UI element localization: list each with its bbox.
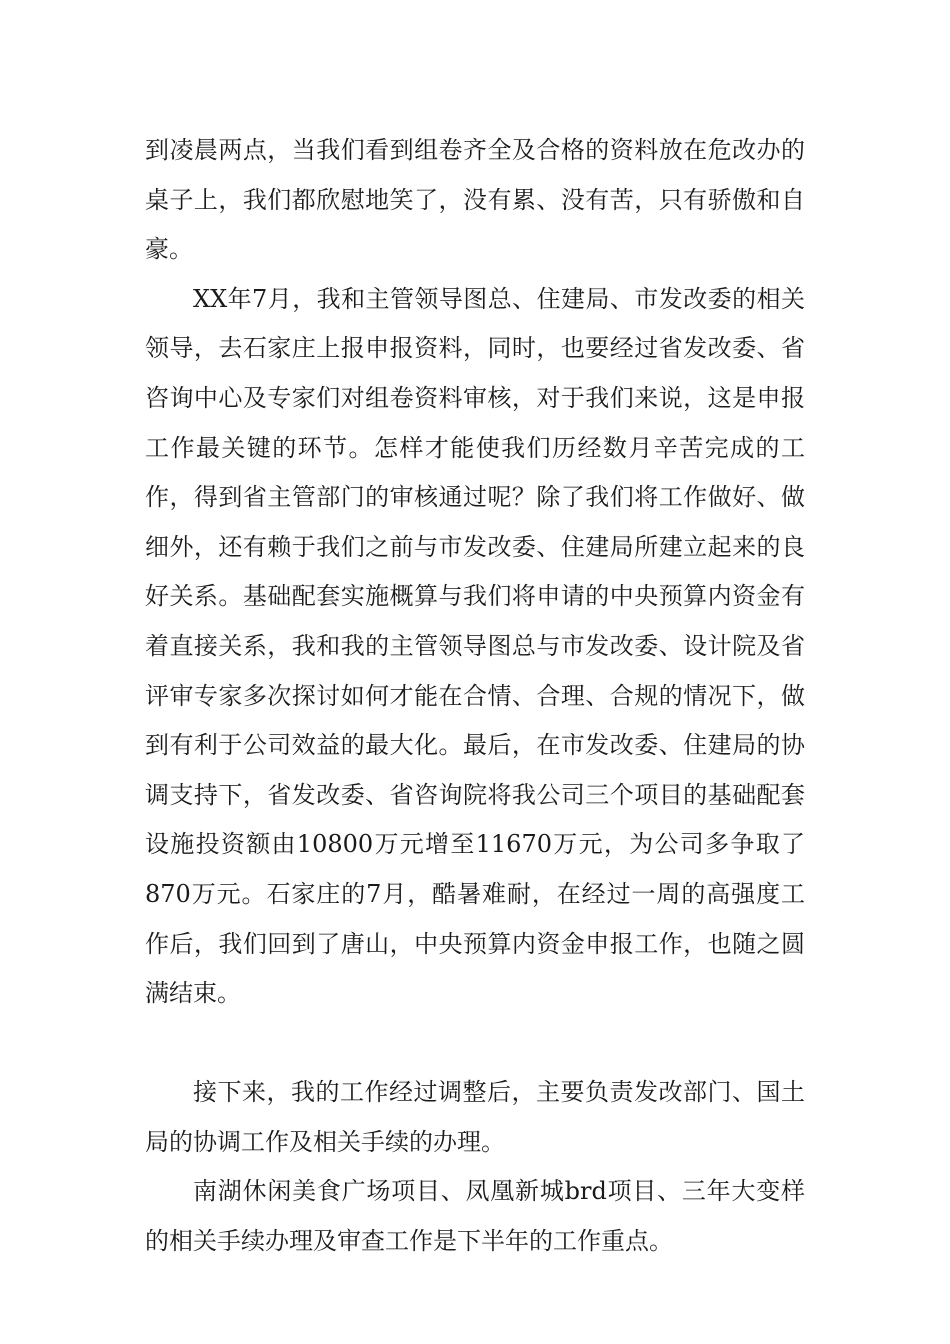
document-body [145,126,805,1267]
paragraph-spacer [145,1019,805,1069]
paragraph-4: 南湖休闲美食广场项目、凤凰新城brd项目、三年大变样的相关手续办理及审查工作是下半年的工作重点。 [145,1177,805,1256]
paragraph-2: XX年7月，我和主管领导图总、住建局、市发改委的相关领导，去石家庄上报申报资料，同时，也要经过省发改委、省咨询中心及专家们对组卷资料审核，对于我们来说，这是申报工作最关键的环节。怎样才能使我们历经数月辛苦完成的工作，得到省主管部门的审核通过呢？除了我们将工作做好、做细外，还有赖于我们之前与市发改委、住建局所建立起来的良好关系。基础配套实施概算与我们将申请的中央预算内资金有着直接关系，我和我的主管领导图总与市发改委、设计院及省评审专家多次探讨如何才能在合情、合理、合规的情况下，做到有利于公司效益的最大化。最后，在市发改委、住建局的协调支持下，省发改委、省咨询院将我公司三个项目的基础配套设施投资额由10800万元增至11670万元，为公司多争取了870万元。石家庄的7月，酷暑难耐，在经过一周的高强度工作后，我们回到了唐山，中央预算内资金申报工作，也随之圆满结束。 [145,284,805,1008]
paragraph-1: 到凌晨两点，当我们看到组卷齐全及合格的资料放在危改办的桌子上，我们都欣慰地笑了，没有累、没有苦，只有骄傲和自豪。 [145,136,805,264]
paragraph-3: 接下来，我的工作经过调整后，主要负责发改部门、国土局的协调工作及相关手续的办理。 [145,1078,805,1156]
